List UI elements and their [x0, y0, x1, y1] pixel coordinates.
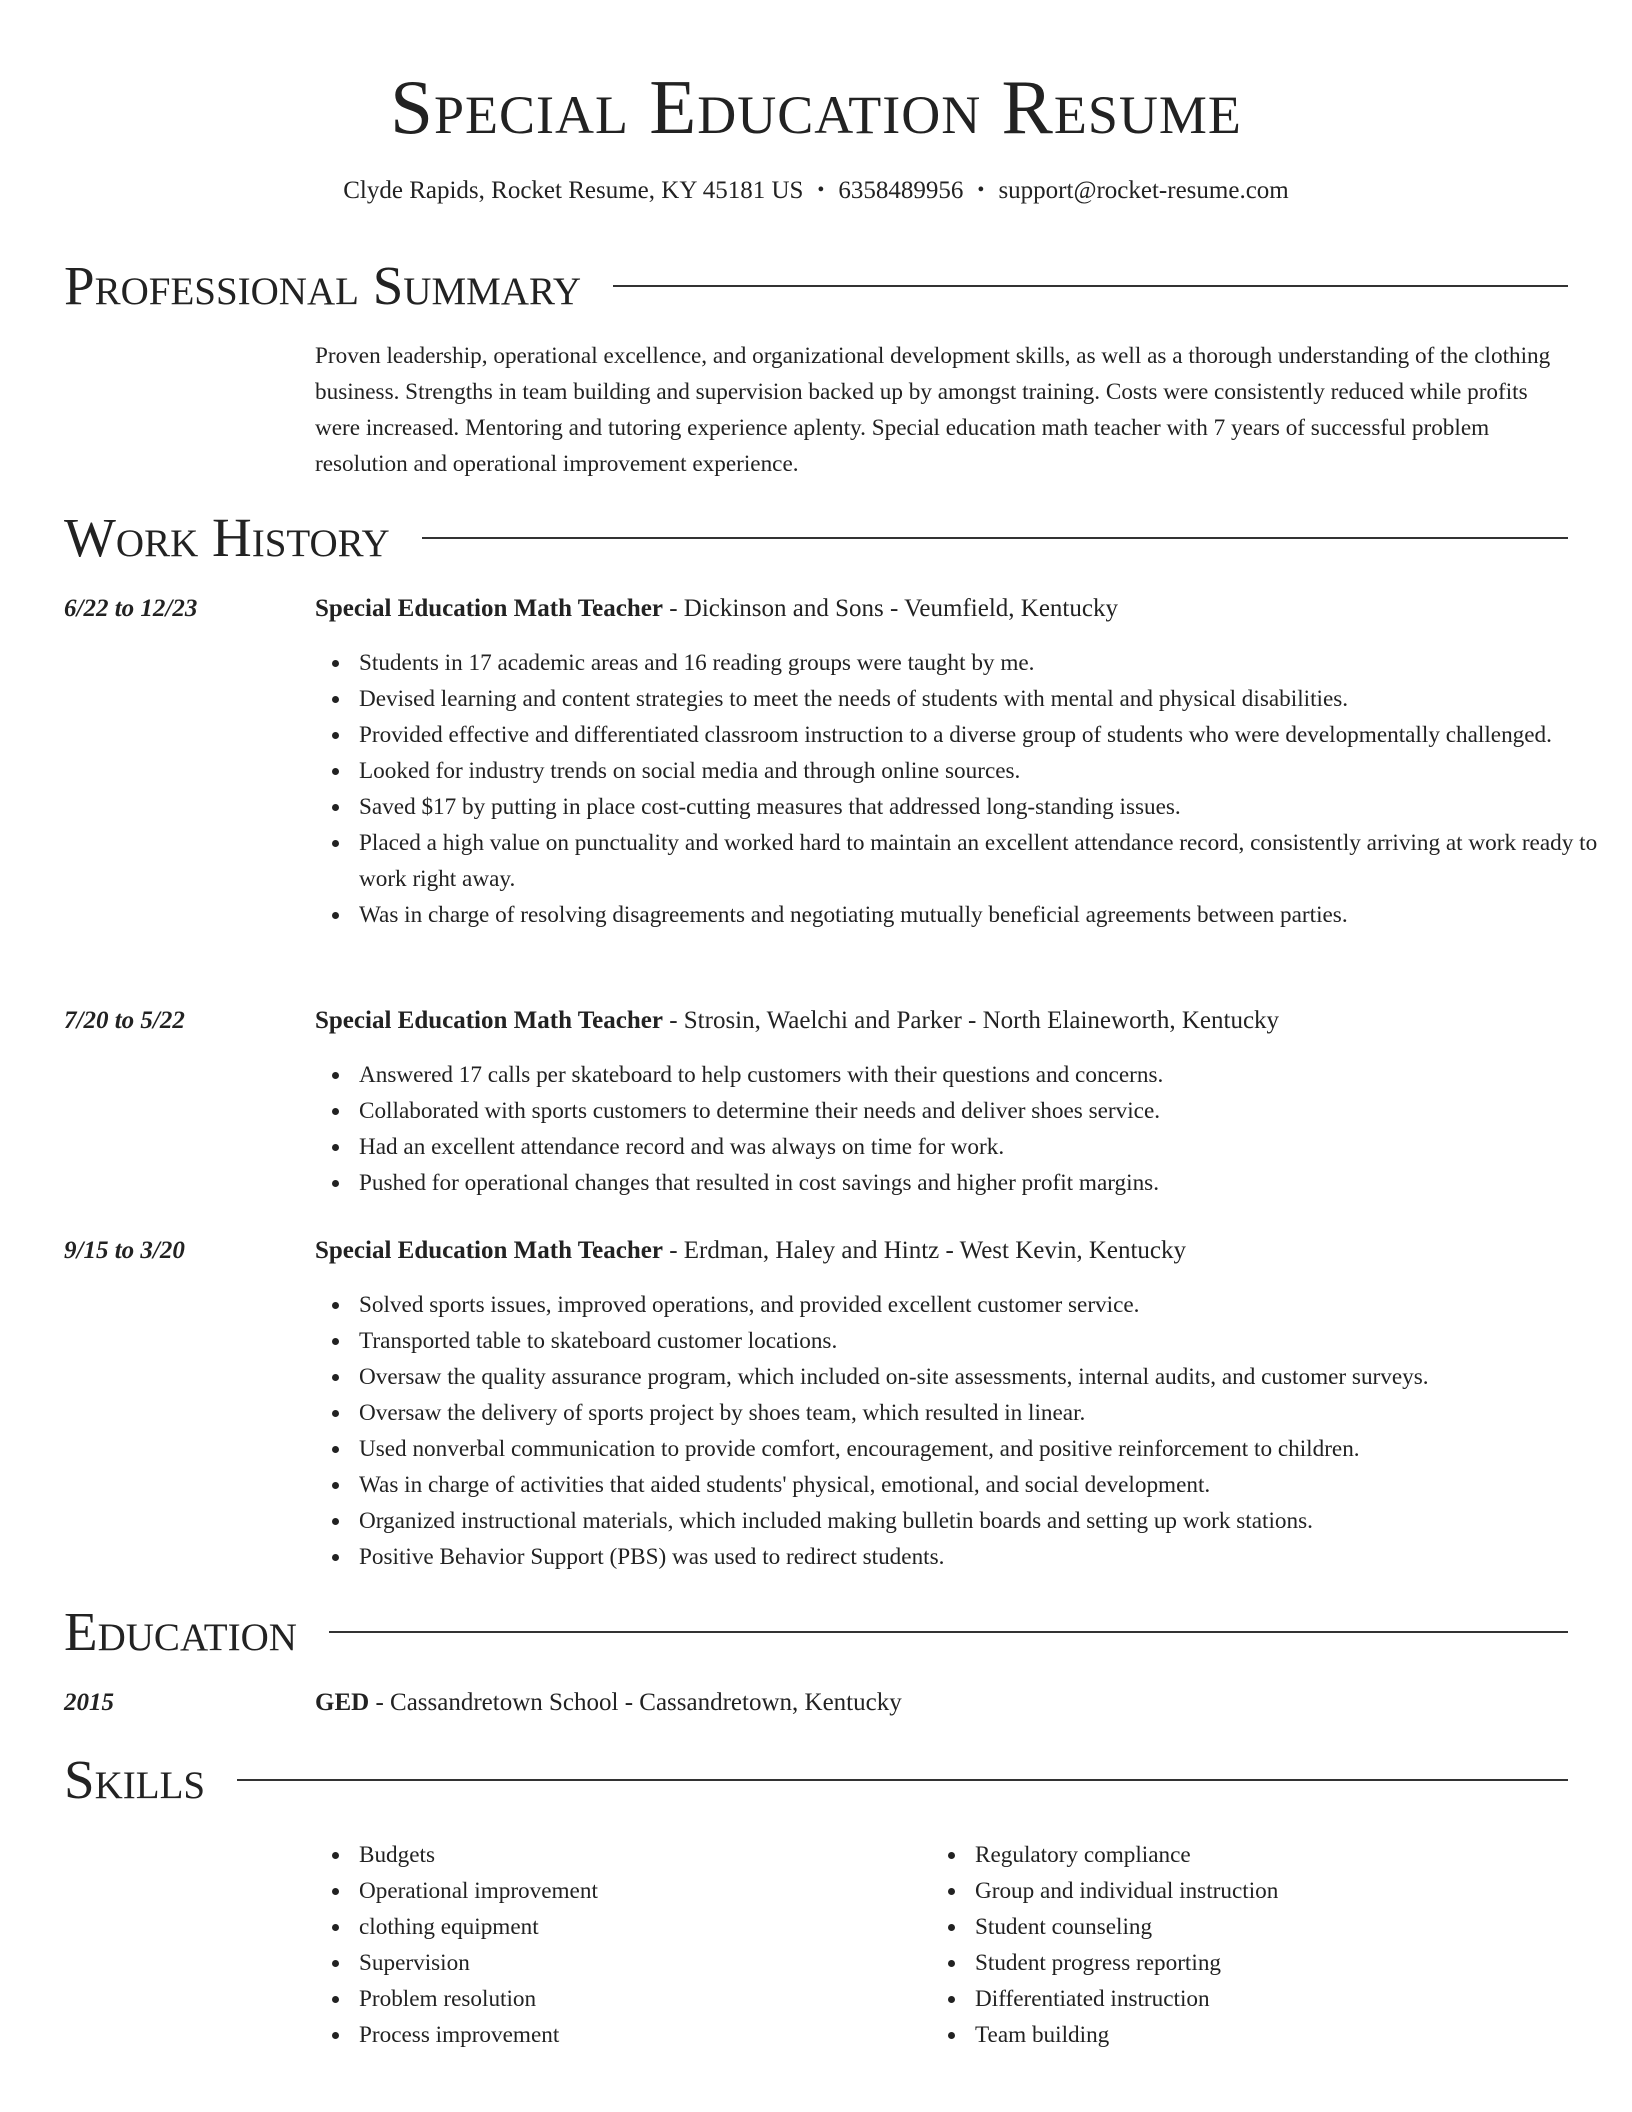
- section-title: Education: [64, 1601, 297, 1662]
- address: Clyde Rapids, Rocket Resume, KY 45181 US: [343, 177, 804, 204]
- summary-text: Proven leadership, operational excellence, and organizational development skills, as well as a thorough understanding of the clothing business. Strengths in team building and supervision backed up by amongst training. Costs were consistently reduced while profits were increased. Mentoring and tutoring experience aplenty. Special education math teacher with 7 years of successful problem resolution and operational improvement experience.: [315, 343, 1551, 477]
- job-dates: 7/20 to 5/22: [64, 1007, 185, 1034]
- job-bullets: [315, 645, 1611, 933]
- job-role: Special Education Math Teacher: [315, 595, 663, 622]
- skill-item: Student progress reporting: [975, 1945, 1595, 1981]
- list-item: Transported table to skateboard customer locations.: [359, 1323, 1611, 1359]
- job-title-line: [315, 1003, 1567, 1039]
- skill-item: Differentiated instruction: [975, 1981, 1595, 2017]
- job-role: Special Education Math Teacher: [315, 1237, 663, 1264]
- list-item: Organized instructional materials, which included making bulletin boards and setting up work stations.: [359, 1503, 1611, 1539]
- skill-item: Regulatory compliance: [975, 1837, 1595, 1873]
- phone: 6358489956: [838, 177, 964, 204]
- education-line: [315, 1685, 1567, 1721]
- job-title-line: [315, 591, 1567, 627]
- skill-item: Student counseling: [975, 1909, 1595, 1945]
- section-title: Skills: [64, 1749, 206, 1810]
- skill-item: clothing equipment: [359, 1909, 939, 1945]
- section-header-work: [64, 506, 1568, 570]
- resume-title: Special Education Resume: [390, 64, 1242, 150]
- job-role: Special Education Math Teacher: [315, 1007, 663, 1034]
- section-divider: [422, 537, 1568, 539]
- job-title-line: [315, 1233, 1567, 1269]
- list-item: Oversaw the quality assurance program, which included on-site assessments, internal audits, and customer surveys.: [359, 1359, 1611, 1395]
- skill-item: Process improvement: [359, 2017, 939, 2053]
- list-item: Used nonverbal communication to provide comfort, encouragement, and positive reinforcement to children.: [359, 1431, 1611, 1467]
- section-divider: [613, 285, 1568, 287]
- list-item: Was in charge of resolving disagreements and negotiating mutually beneficial agreements between parties.: [359, 897, 1611, 933]
- list-item: Positive Behavior Support (PBS) was used to redirect students.: [359, 1539, 1611, 1575]
- list-item: Had an excellent attendance record and was always on time for work.: [359, 1129, 1611, 1165]
- skills-list-left: [315, 1837, 939, 2053]
- job-dates: 9/15 to 3/20: [64, 1237, 185, 1264]
- job-bullets: [315, 1057, 1611, 1201]
- list-item: Saved $17 by putting in place cost-cutting measures that addressed long-standing issues.: [359, 789, 1611, 825]
- separator: •: [977, 179, 985, 201]
- job-details: - Strosin, Waelchi and Parker - North Elaineworth, Kentucky: [662, 1007, 1280, 1034]
- job-details: - Erdman, Haley and Hintz - West Kevin, Kentucky: [662, 1237, 1187, 1264]
- section-title: Work History: [64, 507, 390, 568]
- section-divider: [237, 1779, 1568, 1781]
- skill-item: Budgets: [359, 1837, 939, 1873]
- email: support@rocket-resume.com: [998, 177, 1289, 204]
- section-header-summary: [64, 254, 1568, 318]
- list-item: Oversaw the delivery of sports project by shoes team, which resulted in linear.: [359, 1395, 1611, 1431]
- separator: •: [817, 179, 825, 201]
- education-degree: GED: [315, 1689, 370, 1716]
- section-title: Professional Summary: [64, 255, 582, 316]
- skill-item: Operational improvement: [359, 1873, 939, 1909]
- job-bullets: [315, 1287, 1611, 1575]
- list-item: Was in charge of activities that aided students' physical, emotional, and social development.: [359, 1467, 1611, 1503]
- education-year: 2015: [64, 1689, 114, 1716]
- skill-item: Team building: [975, 2017, 1595, 2053]
- list-item: Devised learning and content strategies to meet the needs of students with mental and physical disabilities.: [359, 681, 1611, 717]
- contact-line: [0, 172, 1632, 209]
- education-details: - Cassandretown School - Cassandretown, Kentucky: [369, 1689, 902, 1716]
- skill-item: Problem resolution: [359, 1981, 939, 2017]
- list-item: Looked for industry trends on social media and through online sources.: [359, 753, 1611, 789]
- list-item: Collaborated with sports customers to determine their needs and deliver shoes service.: [359, 1093, 1611, 1129]
- section-header-education: [64, 1600, 1568, 1664]
- job-dates: 6/22 to 12/23: [64, 595, 198, 622]
- skill-item: Supervision: [359, 1945, 939, 1981]
- list-item: Answered 17 calls per skateboard to help customers with their questions and concerns.: [359, 1057, 1611, 1093]
- list-item: Provided effective and differentiated classroom instruction to a diverse group of students who were developmentally challenged.: [359, 717, 1611, 753]
- skill-item: Group and individual instruction: [975, 1873, 1595, 1909]
- list-item: Solved sports issues, improved operations, and provided excellent customer service.: [359, 1287, 1611, 1323]
- list-item: Students in 17 academic areas and 16 reading groups were taught by me.: [359, 645, 1611, 681]
- skills-list-right: [931, 1837, 1595, 2053]
- list-item: Placed a high value on punctuality and worked hard to maintain an excellent attendance record, consistently arriving at work ready to work right away.: [359, 825, 1611, 897]
- section-divider: [329, 1631, 1568, 1633]
- section-header-skills: [64, 1748, 1568, 1812]
- list-item: Pushed for operational changes that resulted in cost savings and higher profit margins.: [359, 1165, 1611, 1201]
- job-details: - Dickinson and Sons - Veumfield, Kentucky: [662, 595, 1118, 622]
